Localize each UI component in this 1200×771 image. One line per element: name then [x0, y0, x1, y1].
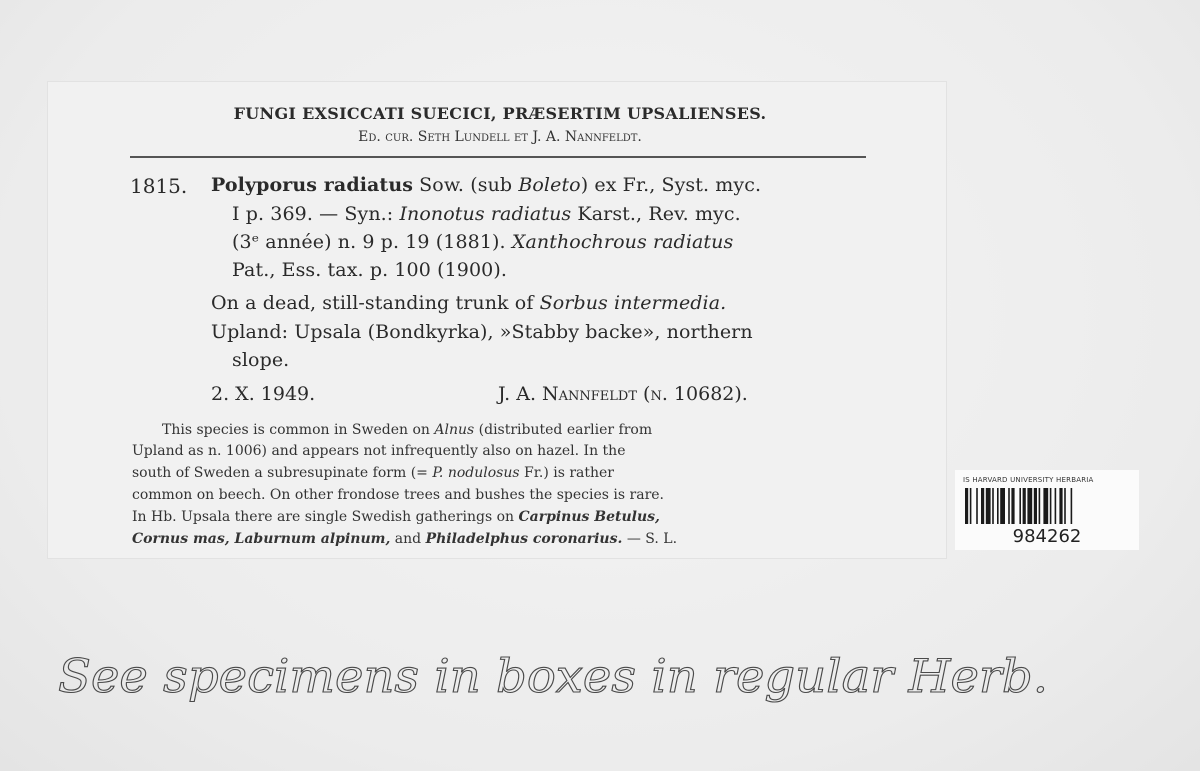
barcode-institution: IS HARVARD UNIVERSITY HERBARIA: [963, 476, 1094, 484]
barcode-bar: [970, 488, 972, 524]
header-divider: [130, 156, 866, 158]
note-l6-a: Cornus mas, Laburnum alpinum,: [132, 531, 391, 547]
note-line-4: common on beech. On other frondose trees and bushes the species is rare.: [132, 487, 664, 503]
barcode-label: [955, 470, 1139, 550]
locality-line-2: slope.: [232, 349, 290, 371]
barcode-bar: [981, 488, 984, 524]
series-title: FUNGI EXSICCATI SUECICI, PRÆSERTIM UPSALIENSES.: [233, 104, 767, 123]
barcode-bar: [1023, 488, 1026, 524]
barcode-bar: [1008, 488, 1010, 524]
note-l5-a: In Hb. Upsala there are single Swedish gatherings on: [132, 509, 519, 525]
barcode-bar: [976, 488, 978, 524]
taxon-name: Polyporus radiatus: [211, 174, 414, 196]
taxon-line-1: [211, 174, 761, 196]
note-l1-c: (distributed earlier from: [474, 422, 653, 438]
handwritten-annotation: [0, 630, 1200, 740]
barcode-bar: [1000, 488, 1005, 524]
note-l3-c: Fr.) is rather: [519, 465, 614, 481]
exsiccata-number: 1815.: [130, 174, 188, 198]
habitat-line: [211, 292, 726, 314]
taxon-l3-b: Xanthochrous radiatus: [511, 231, 734, 253]
barcode-bar: [1071, 488, 1073, 524]
barcode-bar: [997, 488, 999, 524]
handwritten-note-text: See specimens in boxes in regular Herb.: [58, 649, 1048, 703]
habitat-b: Sorbus intermedia.: [539, 292, 727, 314]
barcode-bar: [986, 488, 991, 524]
barcode-icon: [965, 488, 1129, 526]
barcode-bar: [965, 488, 968, 524]
note-line-5: [132, 509, 660, 525]
taxon-l1-a: Sow. (sub: [413, 174, 519, 196]
note-l6-c: Philadelphus coronarius.: [425, 531, 623, 547]
note-l5-b: Carpinus Betulus,: [518, 509, 660, 525]
barcode-number: 984262: [1012, 526, 1082, 547]
note-line-1: [162, 422, 652, 438]
barcode-bar: [1050, 488, 1052, 524]
barcode-bar: [1034, 488, 1037, 524]
barcode-bar: [1011, 488, 1014, 524]
barcode-bar: [1064, 488, 1066, 524]
barcode-bar: [1059, 488, 1062, 524]
habitat-a: On a dead, still-standing trunk of: [211, 292, 540, 314]
barcode-bar: [1043, 488, 1048, 524]
note-l1-a: This species is common in Sweden on: [162, 422, 435, 438]
taxon-l1-c: ) ex Fr., Syst. myc.: [580, 174, 762, 196]
barcode-bar: [1027, 488, 1032, 524]
barcode-bar: [992, 488, 994, 524]
note-l3-a: south of Sweden a subresupinate form (=: [132, 465, 433, 481]
taxon-l2-a: I p. 369. — Syn.:: [232, 203, 400, 225]
taxon-line-4: Pat., Ess. tax. p. 100 (1900).: [232, 259, 507, 281]
note-l3-b: P. nodulosus: [432, 465, 520, 481]
taxon-l3-a: (3ᵉ année) n. 9 p. 19 (1881).: [232, 231, 512, 253]
barcode-bar: [1019, 488, 1021, 524]
collection-date: 2. X. 1949.: [211, 383, 316, 405]
taxon-l2-c: Karst., Rev. myc.: [571, 203, 741, 225]
taxon-line-2: [232, 203, 741, 225]
note-line-2: Upland as n. 1006) and appears not infrequently also on hazel. In the: [132, 443, 626, 459]
taxon-l2-b: Inonotus radiatus: [399, 203, 572, 225]
note-l1-b: Alnus: [434, 422, 475, 438]
collector: J. A. Nannfeldt (n. 10682).: [498, 383, 748, 405]
note-line-6: [132, 531, 677, 547]
note-l6-d: — S. L.: [622, 531, 678, 547]
note-l6-b: and: [390, 531, 426, 547]
taxon-l1-b: Boleto: [518, 174, 581, 196]
barcode-bar: [1039, 488, 1041, 524]
barcode-bar: [1055, 488, 1057, 524]
series-editors: Ed. cur. Seth Lundell et J. A. Nannfeldt.: [358, 129, 642, 145]
taxon-line-3: [232, 231, 733, 253]
note-line-3: [132, 465, 614, 481]
locality-line-1: Upland: Upsala (Bondkyrka), »Stabby backe», northern: [211, 321, 753, 343]
